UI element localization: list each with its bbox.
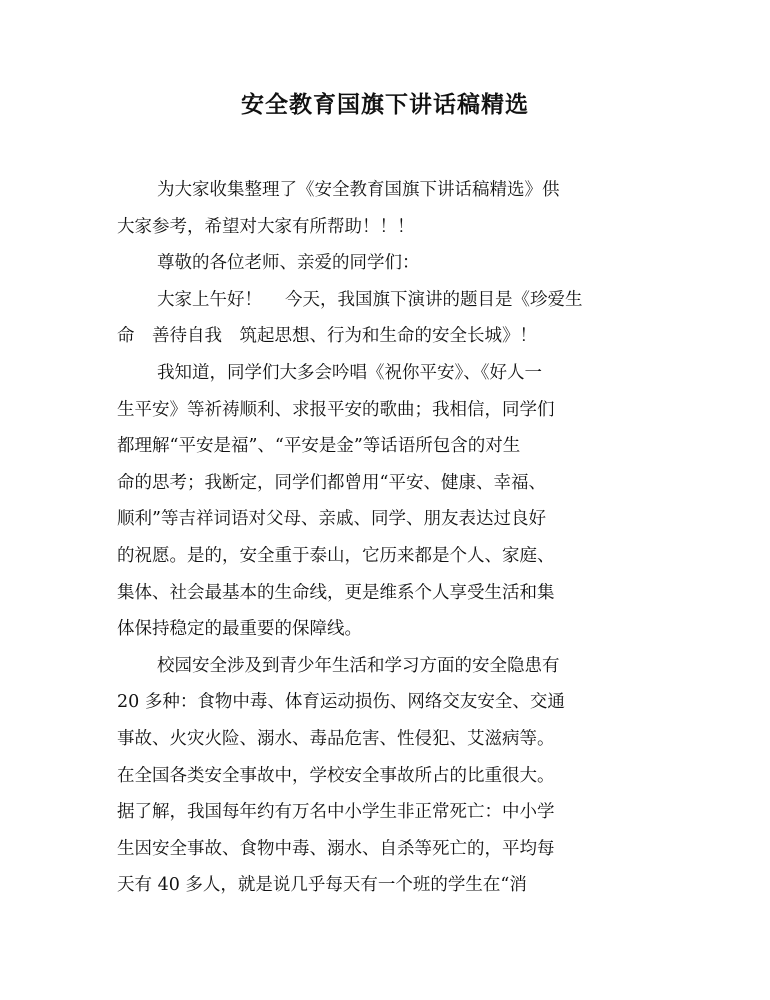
body-line: 命的思考；我断定，同学们都曾用“平安、健康、幸福、 [117,472,546,493]
body-line: 20 多种：食物中毒、体育运动损伤、网络交友安全、交通 [117,692,565,713]
body-line: 集体、社会最基本的生命线，更是维系个人享受生活和集 [117,582,555,603]
body-line: 大家参考，希望对大家有所帮助！！！ [117,216,415,237]
document-title: 安全教育国旗下讲话稿精选 [241,92,529,118]
document-body [117,172,662,904]
body-line: 我知道，同学们大多会吟唱《祝你平安》、《好人一 [157,362,542,383]
body-line: 生平安》等祈祷顺利、求报平安的歌曲；我相信，同学们 [117,399,555,420]
body-line: 生因安全事故、食物中毒、溺水、自杀等死亡的，平均每 [117,838,555,859]
body-line: 事故、火灾火险、溺水、毒品危害、性侵犯、艾滋病等。 [117,728,555,749]
body-line: 据了解，我国每年约有万名中小学生非正常死亡：中小学 [117,802,555,823]
body-line: 校园安全涉及到青少年生活和学习方面的安全隐患有 [157,655,560,676]
body-line: 的祝愿。是的，安全重于泰山，它历来都是个人、家庭、 [117,545,555,566]
body-line: 大家上午好！ 今天，我国旗下演讲的题目是《珍爱生 [157,289,583,310]
body-line: 为大家收集整理了《安全教育国旗下讲话稿精选》供 [157,180,560,200]
body-line: 顺利”等吉祥词语对父母、亲戚、同学、朋友表达过良好 [117,509,546,530]
body-line: 天有 40 多人，就是说几乎每天有一个班的学生在“消 [117,875,527,896]
body-line: 命 善待自我 筑起思想、行为和生命的安全长城》！ [117,326,537,347]
body-line: 体保持稳定的最重要的保障线。 [117,619,362,640]
body-line: 都理解“平安是福”、“平安是金”等话语所包含的对生 [117,436,521,457]
body-line: 尊敬的各位老师、亲爱的同学们： [157,253,420,274]
body-line: 在全国各类安全事故中，学校安全事故所占的比重很大。 [117,765,555,786]
